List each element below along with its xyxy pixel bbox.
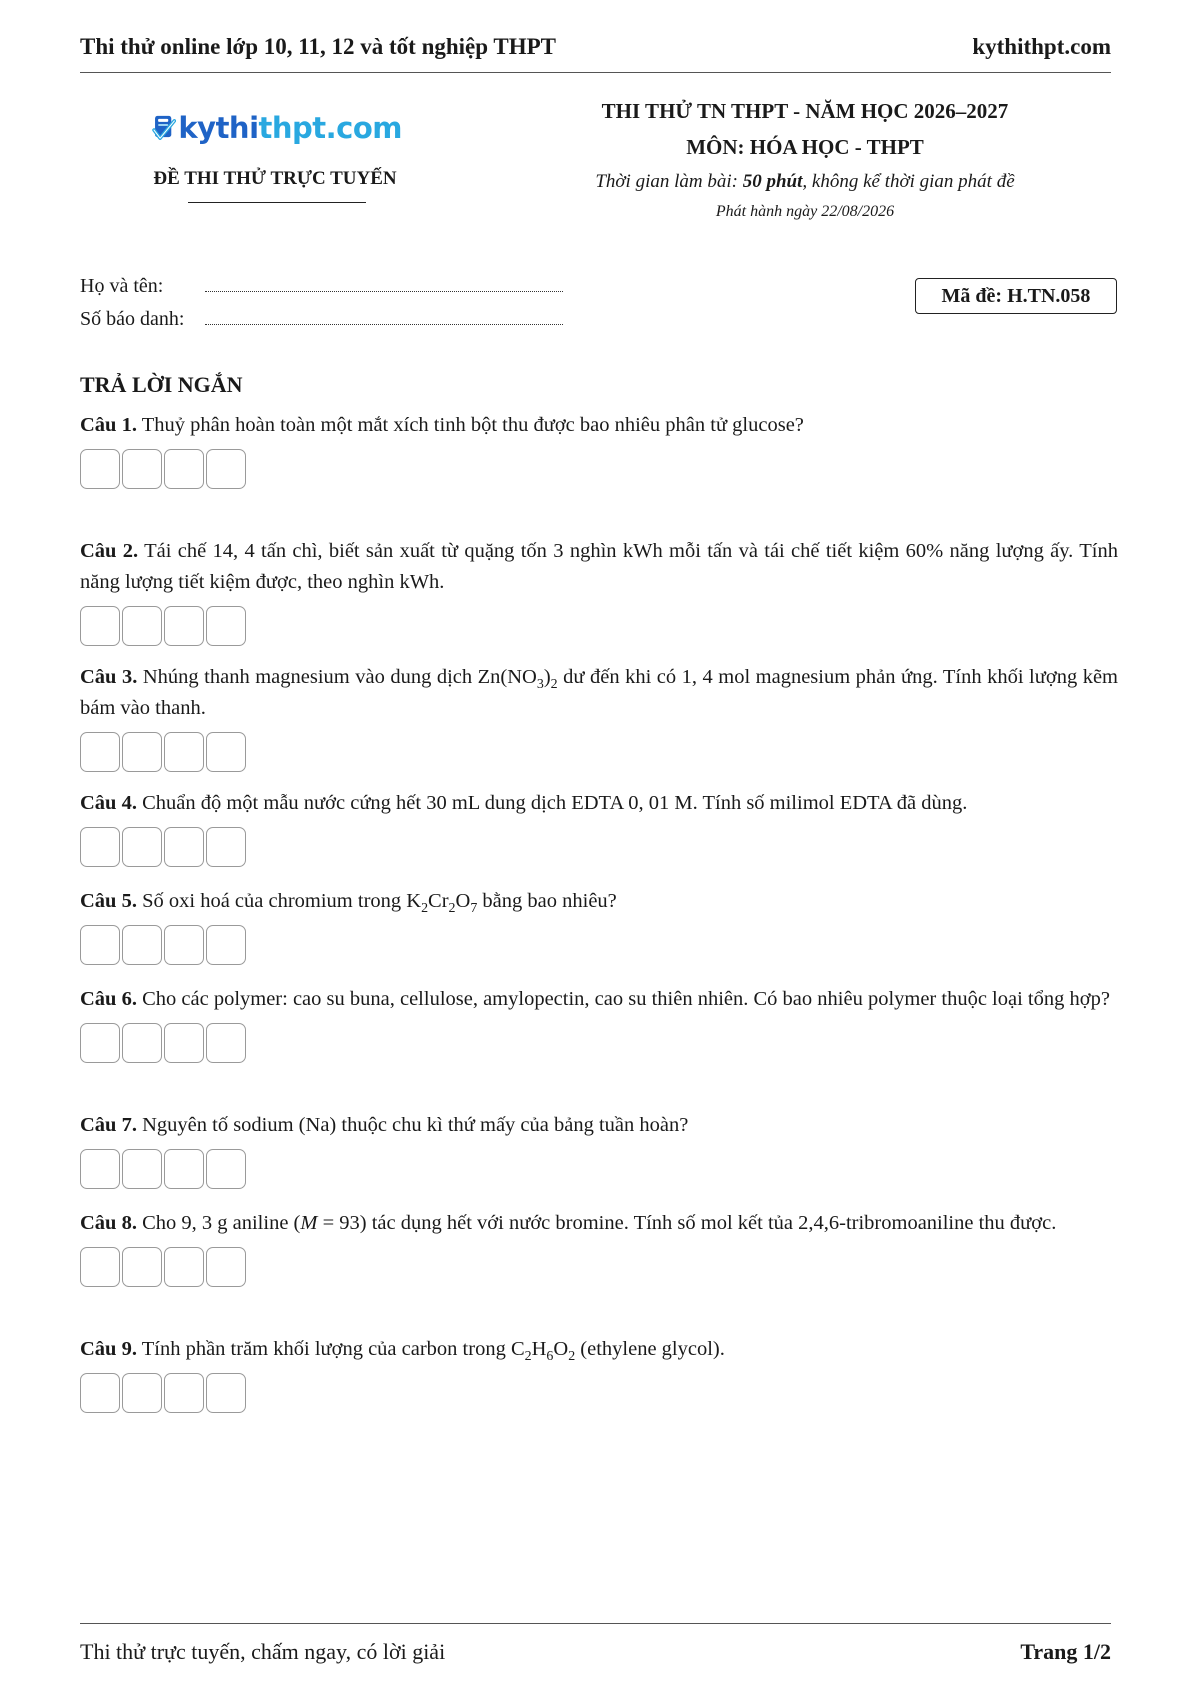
question-6 (80, 984, 1118, 1110)
question-body: bằng bao nhiêu? (477, 890, 617, 912)
answer-boxes (80, 1023, 1118, 1063)
question-1 (80, 410, 1118, 536)
answer-box[interactable] (164, 1247, 204, 1287)
question-8 (80, 1208, 1118, 1334)
question-7 (80, 1110, 1118, 1208)
answer-box[interactable] (80, 827, 120, 867)
answer-boxes (80, 732, 1118, 772)
release-date: Phát hành ngày 22/08/2026 (715, 203, 895, 220)
exam-subject: MÔN: HÓA HỌC - THPT (686, 135, 924, 159)
question-body: Cho các polymer: cao su buna, cellulose, amylopectin, cao su thiên nhiên. Có bao nhiêu polymer thuộc loại tổng hợp? (142, 988, 1110, 1010)
question-number: Câu 2. (80, 540, 139, 562)
page-number: Trang 1/2 (1020, 1638, 1111, 1664)
logo-part-ky: ky (178, 111, 216, 145)
answer-box[interactable] (80, 732, 120, 772)
question-body: O (455, 890, 471, 912)
subscript: 3 (536, 676, 544, 692)
subscript: 2 (448, 900, 456, 916)
id-row (80, 298, 563, 331)
question-text (80, 1110, 1118, 1141)
question-body: Nhúng thanh magnesium vào dung dịch Zn(NO (142, 666, 537, 688)
subscript: 2 (524, 1348, 532, 1364)
answer-boxes (80, 1247, 1118, 1287)
answer-box[interactable] (206, 606, 246, 646)
header-site-name[interactable]: kythithpt.com (972, 34, 1111, 59)
question-text (80, 984, 1118, 1015)
answer-box[interactable] (206, 827, 246, 867)
question-number: Câu 6. (80, 988, 137, 1010)
question-body: H (531, 1338, 547, 1360)
logo-part-thpt: thpt.com (258, 111, 402, 145)
id-field[interactable] (205, 308, 563, 325)
question-text (80, 536, 1118, 598)
question-body: dư đến khi có 1, 4 mol magnesium phản ứng. Tính khối lượng kẽm bám vào thanh. (80, 666, 1119, 719)
page-footer (80, 1623, 1111, 1679)
duration-value: 50 phút (742, 171, 803, 192)
question-body: Số oxi hoá của chromium trong K (142, 890, 422, 912)
answer-box[interactable] (122, 449, 162, 489)
answer-box[interactable] (206, 1247, 246, 1287)
question-2 (80, 536, 1118, 662)
question-number: Câu 4. (80, 792, 137, 814)
answer-box[interactable] (122, 732, 162, 772)
answer-box[interactable] (122, 1023, 162, 1063)
answer-box[interactable] (164, 1023, 204, 1063)
question-text (80, 886, 1118, 917)
question-number: Câu 8. (80, 1212, 137, 1234)
answer-box[interactable] (122, 606, 162, 646)
answer-box[interactable] (164, 827, 204, 867)
answer-boxes (80, 827, 1118, 867)
answer-box[interactable] (206, 732, 246, 772)
answer-box[interactable] (122, 925, 162, 965)
section-title: TRẢ LỜI NGẮN (80, 372, 243, 397)
question-body: = 93) tác dụng hết với nước bromine. Tính số mol kết tủa 2,4,6-tribromoaniline thu được. (317, 1212, 1057, 1234)
exam-type-label: ĐỀ THI THỬ TRỰC TUYẾN (153, 168, 397, 189)
subscript: 2 (550, 676, 558, 692)
answer-box[interactable] (122, 1149, 162, 1189)
answer-box[interactable] (80, 1149, 120, 1189)
answer-box[interactable] (80, 606, 120, 646)
answer-box[interactable] (80, 1247, 120, 1287)
question-body: Chuẩn độ một mẫu nước cứng hết 30 mL dung dịch EDTA 0, 01 M. Tính số milimol EDTA đã dùng. (142, 792, 968, 814)
question-text (80, 410, 1118, 441)
question-3 (80, 662, 1118, 788)
answer-box[interactable] (164, 449, 204, 489)
answer-box[interactable] (80, 1373, 120, 1413)
question-9 (80, 1334, 1118, 1432)
logo-part-thi: thi (215, 111, 259, 145)
exam-code-badge: Mã đề: H.TN.058 (915, 278, 1117, 314)
question-text (80, 788, 1118, 819)
exam-header (540, 96, 1070, 224)
subscript: 2 (568, 1348, 576, 1364)
question-body: O (553, 1338, 569, 1360)
answer-box[interactable] (80, 925, 120, 965)
question-body: Cho 9, 3 g aniline ( (142, 1212, 301, 1234)
answer-boxes (80, 1373, 1118, 1413)
answer-boxes (80, 1149, 1118, 1189)
divider (188, 202, 366, 203)
name-field[interactable] (205, 275, 563, 292)
question-number: Câu 1. (80, 414, 137, 436)
id-label: Số báo danh: (80, 308, 185, 330)
question-body: Cr (428, 890, 449, 912)
question-body: Tái chế 14, 4 tấn chì, biết sản xuất từ quặng tốn 3 nghìn kWh mỗi tấn và tái chế tiết kiệm 60% năng lượng ấy. Tính năng lượng tiết kiệm được, theo nghìn kWh. (80, 540, 1118, 593)
page-header-bar (80, 22, 1111, 73)
answer-box[interactable] (206, 925, 246, 965)
exam-title: THI THỬ TN THPT - NĂM HỌC 2026–2027 (601, 99, 1009, 123)
question-text (80, 662, 1118, 724)
name-row (80, 265, 563, 298)
question-number: Câu 5. (80, 890, 137, 912)
answer-box[interactable] (206, 1023, 246, 1063)
answer-box[interactable] (164, 1149, 204, 1189)
question-body: Thuỷ phân hoàn toàn một mắt xích tinh bột thu được bao nhiêu phân tử glucose? (141, 414, 804, 436)
question-number: Câu 7. (80, 1114, 137, 1136)
subscript: 6 (546, 1348, 554, 1364)
duration-prefix: Thời gian làm bài: (595, 171, 743, 192)
answer-box[interactable] (122, 1373, 162, 1413)
subscript: 2 (421, 900, 429, 916)
question-body: ) (543, 666, 551, 688)
answer-box[interactable] (206, 1149, 246, 1189)
question-5 (80, 886, 1118, 984)
answer-box[interactable] (122, 1247, 162, 1287)
question-list (80, 410, 1118, 1432)
question-body: Tính phần trăm khối lượng của carbon trong C (141, 1338, 525, 1360)
answer-boxes (80, 925, 1118, 965)
answer-boxes (80, 449, 1118, 489)
header-tagline: Thi thử online lớp 10, 11, 12 và tốt nghiệp THPT (80, 34, 556, 59)
question-body: Nguyên tố sodium (Na) thuộc chu kì thứ mấy của bảng tuần hoàn? (142, 1114, 689, 1136)
name-label: Họ và tên: (80, 275, 164, 297)
answer-box[interactable] (122, 827, 162, 867)
answer-boxes (80, 606, 1118, 646)
answer-box[interactable] (164, 732, 204, 772)
answer-box[interactable] (206, 1373, 246, 1413)
footer-tagline: Thi thử trực tuyến, chấm ngay, có lời giải (80, 1638, 446, 1664)
subscript: 7 (470, 900, 478, 916)
answer-box[interactable] (164, 606, 204, 646)
site-logo[interactable] (152, 102, 402, 154)
question-text (80, 1208, 1118, 1239)
duration-suffix: , không kể thời gian phát đề (802, 171, 1015, 192)
question-number: Câu 3. (80, 666, 138, 688)
answer-box[interactable] (164, 925, 204, 965)
answer-box[interactable] (206, 449, 246, 489)
logo-icon (152, 102, 176, 154)
question-text (80, 1334, 1118, 1365)
math-variable: M (300, 1212, 318, 1234)
answer-box[interactable] (80, 449, 120, 489)
question-4 (80, 788, 1118, 886)
logo-wordmark (178, 111, 402, 145)
exam-duration (540, 168, 1070, 200)
answer-box[interactable] (80, 1023, 120, 1063)
answer-box[interactable] (164, 1373, 204, 1413)
student-info (80, 265, 563, 331)
question-number: Câu 9. (80, 1338, 137, 1360)
question-body: (ethylene glycol). (575, 1338, 725, 1360)
